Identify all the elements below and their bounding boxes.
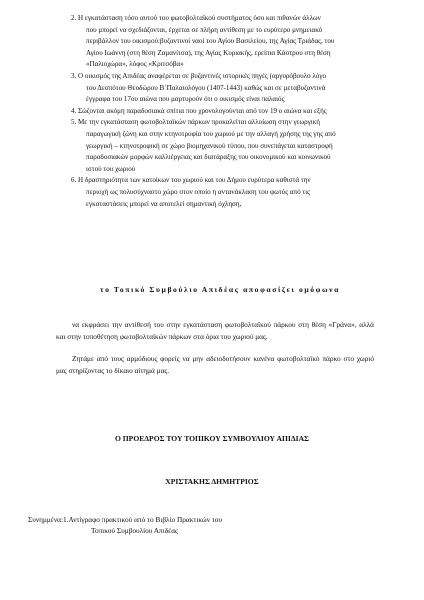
item-number: 4. <box>71 106 77 115</box>
item-number: 6. <box>71 176 77 185</box>
item-line: παραγωγική ζώνη και στην κτηνοτροφία του χωριού με την αλλαγή χρήσης της γης από <box>86 129 336 138</box>
item-line: του Δεσπότου Θεοδώρου Β΄Παλαιολόγου (1407-1443) καθώς και σε μεταβυζαντινά <box>86 83 326 92</box>
item-line: γεωργική – κτηνοτροφική σε χώρο βιομηχανικού τύπου, που συνεπάγεται καταστροφή <box>86 141 333 150</box>
item-line: έγγραφα του 17ου αιώνα που μαρτυρούν ότι ο οικισμός είναι παλαιός <box>86 95 285 104</box>
item-line: παραδοσιακών μορφών καλλιέργειας και διατάραξης του οικονομικού και κοινωνικού <box>86 153 331 162</box>
item-line: Η δραστηριότητα των κατοίκων του χωριού και του Δήμου ευρύτερα καθιστά την <box>78 176 311 185</box>
list-item-4 <box>71 106 394 118</box>
paragraph-text: να εκφράσει την αντίθεσή του στην εγκατάσταση φωτοβολταϊκού πάρκου στη θέση «Γράνα», αλλά και στην τοποθέτηση φωτοβολταϊκών πάρκων στα όρια του χωριού μας. <box>56 320 374 341</box>
signature-name: ΧΡΙΣΤΑΚΗΣ ΔΗΜΗΤΡΙΟΣ <box>165 477 259 486</box>
paragraph-request <box>56 353 374 376</box>
item-line: ιστού του χωριού <box>86 164 136 173</box>
item-line: Η εγκατάσταση τόσο αυτού του φωτοβολταϊκού συστήματος όσο και πιθανών άλλων <box>78 14 321 22</box>
list-item-3 <box>71 71 394 106</box>
item-line: Αγίου Ιωάννη (στη θέση Ζαμανίτσα), της Αγίας Κυριακής, ερείπια Κάστρου στη θέση <box>86 48 331 57</box>
decision-heading: το Τοπικό Συμβούλιο Απιδέας αποφασίζει ομόφωνα <box>100 285 340 294</box>
item-line: Σώζονται ακόμη παραδοσιακά σπίτια που χρονολογούνται από τον 19 ο αιώνα και εξής <box>78 106 327 115</box>
item-number: 5. <box>71 118 77 127</box>
item-line: περιβάλλον του οικισμού:βυζαντινοί ναοί του Αγίου Βασιλείου, της Αγίας Τριάδας, του <box>86 37 335 46</box>
list-item-5 <box>71 117 394 175</box>
attachments-label: Συνημμένα: <box>28 515 64 524</box>
attachment-line-2: Τοπικού Συμβουλίου Απιδέας <box>91 526 178 536</box>
paragraph-text: Ζητάμε από τους αρμόδιους φορείς να μην αδειοδοτήσουν κανένα φωτοβολταϊκό πάρκο στο χωριό μας στηρίζοντας το δίκαιο αίτημά μας. <box>56 354 374 375</box>
item-line: περιοχή ως πολυσύχναστο χώρο στον οποίο η αντανάκλαση του φωτός από τις <box>86 187 310 196</box>
item-line: Ο οικισμός της Απιδέας αναφέρεται σε βυζαντινές ιστορικές πηγές (αργυρόβουλο λόγο <box>78 71 327 80</box>
list-item-2 <box>71 13 394 71</box>
numbered-list <box>71 13 394 210</box>
item-line: εγκαταστάσεις μπορεί να αποτελεί σημαντική όχληση, <box>86 199 242 208</box>
item-line: Με την εγκατάσταση φωτοβολταϊκών πάρκων προκαλείται αλλοίωση στην γεωργική <box>78 118 320 127</box>
list-item-6 <box>71 175 394 210</box>
item-line: «Παλιοχώρα», λόφος «Κριτσόβα» <box>86 60 184 69</box>
signature-title: Ο ΠΡΟΕΔΡΟΣ ΤΟΥ ΤΟΠΙΚΟΥ ΣΥΜΒΟΥΛΙΟΥ ΑΠΙΔΙΑΣ <box>114 434 310 443</box>
attachments <box>28 514 348 536</box>
paragraph-opposition <box>56 319 374 342</box>
item-number: 2. <box>71 14 77 22</box>
item-number: 3. <box>71 71 77 80</box>
item-line: που μπορεί να σχεδιάζονται, έρχεται σε πλήρη αντίθεση με το ευρύτερο μνημειακό <box>86 25 323 34</box>
attachment-line-1: 1.Αντίγραφο πρακτικού από το Βιβλίο Πρακτικών του <box>63 515 223 524</box>
